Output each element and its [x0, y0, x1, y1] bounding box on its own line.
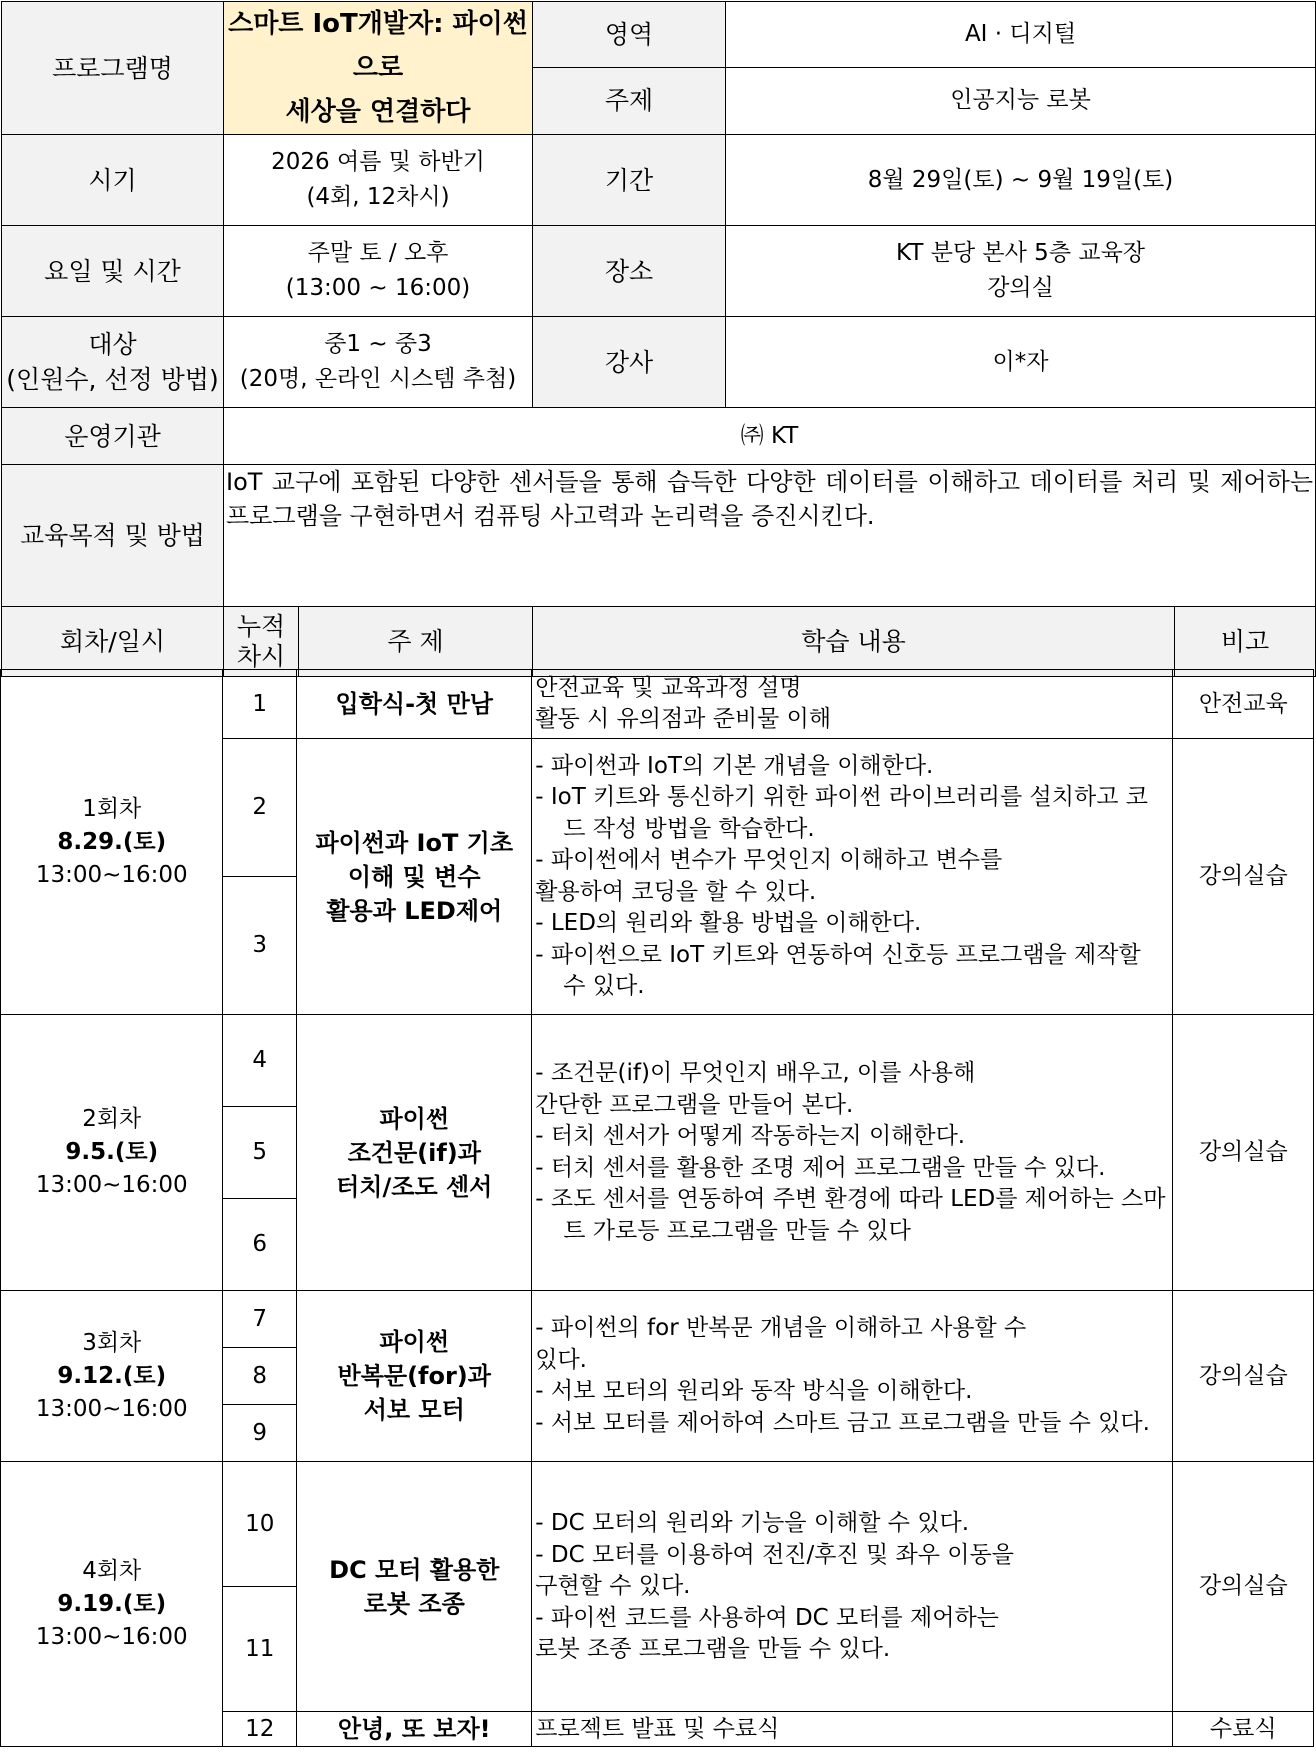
- content-line: 활동 시 유의점과 준비물 이해: [535, 706, 832, 733]
- period-number: [222, 1461, 297, 1587]
- subject-line: 파이썬과 IoT 기초: [315, 828, 514, 857]
- program-name-label: 프로그램명: [2, 2, 224, 135]
- subject-cell: [296, 1461, 532, 1712]
- target-line1: 중1 ~ 중3: [324, 331, 432, 357]
- content-line: 활용하여 코딩을 할 수 있다.: [535, 878, 817, 905]
- period-number-text: 11: [245, 1635, 275, 1662]
- period-number: [222, 1290, 297, 1348]
- area-label: 영역: [533, 2, 726, 68]
- program-title: [224, 2, 533, 135]
- period-line1: 2026 여름 및 하반기: [271, 149, 485, 175]
- period-number-text: 1: [252, 690, 268, 717]
- content-cell: [531, 738, 1173, 1015]
- operator-label: 운영기관: [2, 408, 224, 465]
- content-line: 안전교육 및 교육과정 설명: [535, 674, 802, 701]
- period-number: [222, 738, 297, 877]
- content-line: - LED의 원리와 활용 방법을 이해한다.: [535, 910, 922, 937]
- period-number-text: 7: [252, 1305, 268, 1332]
- note-text: 강의실습: [1198, 1573, 1288, 1600]
- session-date: 9.19.(토): [57, 1590, 167, 1617]
- program-title-line2: 세상을 연결하다: [285, 97, 471, 127]
- content-line: 간단한 프로그램을 만들어 본다.: [535, 1091, 854, 1118]
- topic-label: 주제: [533, 67, 726, 134]
- session-cell: [0, 1014, 223, 1291]
- session-date: 9.12.(토): [57, 1362, 167, 1389]
- target-line2: (20명, 온라인 시스템 추첨): [239, 366, 517, 392]
- session-time: 13:00~16:00: [35, 861, 188, 888]
- session-time: 13:00~16:00: [35, 1395, 188, 1422]
- subject-line: DC 모터 활용한: [329, 1555, 500, 1584]
- period-number-text: 12: [245, 1715, 275, 1742]
- program-title-line1: 스마트 IoT개발자: 파이썬으로: [228, 9, 528, 83]
- period-number-text: 10: [245, 1510, 275, 1537]
- subject-cell: [296, 1290, 532, 1462]
- content-line: 구현할 수 있다.: [535, 1573, 691, 1599]
- content-line: - 터치 센서가 어떻게 작동하는지 이해한다.: [535, 1123, 966, 1150]
- content-line: - 터치 센서를 활용한 조명 제어 프로그램을 만들 수 있다.: [535, 1154, 1106, 1181]
- period-number-text: 3: [252, 932, 268, 959]
- session-name: 3회차: [82, 1329, 142, 1356]
- period-number-text: 2: [252, 794, 268, 821]
- note-cell: [1172, 1290, 1314, 1462]
- note-text: 강의실습: [1198, 1139, 1288, 1166]
- header-cumulative: [224, 607, 299, 676]
- subject-line: 입학식-첫 만남: [335, 690, 493, 719]
- note-cell: [1172, 738, 1314, 1015]
- purpose-text: IoT 교구에 포함된 다양한 센서들을 통해 습득한 다양한 데이터를 이해하고 데이터를 처리 및 제어하는 프로그램을 구현하면서 컴퓨팅 사고력과 논리력을 증진시킨다.: [224, 465, 1316, 607]
- period-value: [224, 135, 533, 226]
- period-number: [222, 1404, 297, 1462]
- content-line: - 파이썬의 for 반복문 개념을 이해하고 사용할 수: [535, 1315, 1027, 1342]
- note-cell: [1172, 1014, 1314, 1291]
- venue-value: [726, 226, 1316, 317]
- duration-label: 기간: [533, 135, 726, 226]
- subject-cell: [296, 1014, 532, 1291]
- schedule-line1: 주말 토 / 오후: [307, 240, 449, 266]
- period-number: [222, 669, 297, 739]
- period-number-text: 4: [252, 1047, 268, 1074]
- subject-line: 안녕, 또 보자!: [337, 1715, 491, 1744]
- content-line: - 파이썬 코드를 사용하여 DC 모터를 제어하는: [535, 1604, 999, 1631]
- venue-line2: 강의실: [987, 275, 1054, 301]
- subject-line: 활용과 LED제어: [326, 896, 503, 925]
- header-cumulative-line2: 차시: [236, 641, 286, 671]
- subject-line: 이해 및 변수: [347, 862, 481, 891]
- header-note: 비고: [1175, 607, 1316, 677]
- session-name: 2회차: [82, 1106, 142, 1133]
- period-number: [222, 1347, 297, 1405]
- period-number: [222, 1106, 297, 1199]
- subject-line: 조건문(if)과: [347, 1138, 481, 1167]
- content-line: - 파이썬에서 변수가 무엇인지 이해하고 변수를: [535, 847, 1003, 874]
- period-number: [222, 1198, 297, 1291]
- period-number: [222, 876, 297, 1015]
- content-cell: [531, 1290, 1173, 1462]
- subject-line: 터치/조도 센서: [336, 1172, 493, 1201]
- session-time: 13:00~16:00: [35, 1623, 188, 1650]
- note-text: 강의실습: [1198, 863, 1288, 890]
- period-number: [222, 1711, 297, 1747]
- content-line: - 서보 모터의 원리와 동작 방식을 이해한다.: [535, 1378, 973, 1405]
- schedule-label: 요일 및 시간: [2, 226, 224, 317]
- content-line: 로봇 조종 프로그램을 만들 수 있다.: [535, 1636, 891, 1662]
- period-label: 시기: [2, 135, 224, 226]
- note-text: 수료식: [1209, 1715, 1277, 1742]
- area-value: AI · 디지털: [726, 2, 1316, 68]
- schedule-line2: (13:00 ~ 16:00): [285, 275, 471, 301]
- schedule-value: [224, 226, 533, 317]
- content-line: - 파이썬과 IoT의 기본 개념을 이해한다.: [535, 752, 934, 779]
- content-line: - 조건문(if)이 무엇인지 배우고, 이를 사용해: [535, 1060, 976, 1087]
- session-cell: [0, 1290, 223, 1462]
- note-cell: [1172, 669, 1314, 739]
- content-cell: [531, 1711, 1173, 1747]
- venue-line1: KT 분당 본사 5층 교육장: [896, 240, 1145, 266]
- note-cell: [1172, 1711, 1314, 1747]
- content-line: - 파이썬으로 IoT 키트와 연동하여 신호등 프로그램을 제작할 수 있다.: [535, 941, 1141, 1000]
- content-line: - DC 모터를 이용하여 전진/후진 및 좌우 이동을: [535, 1541, 1014, 1568]
- header-cumulative-line1: 누적: [236, 611, 286, 641]
- subject-line: 반복문(for)과: [337, 1362, 491, 1391]
- session-name: 1회차: [82, 795, 142, 822]
- purpose-label: 교육목적 및 방법: [2, 465, 224, 607]
- note-cell: [1172, 1461, 1314, 1712]
- session-cell: [0, 669, 223, 1015]
- target-label-line2: (인원수, 선정 방법): [6, 365, 219, 394]
- program-plan-table: [1, 1, 1316, 677]
- subject-line: 파이썬: [379, 1328, 450, 1357]
- content-line: - IoT 키트와 통신하기 위한 파이썬 라이브러리를 설치하고 코드 작성 방법을 학습한다.: [535, 784, 1148, 842]
- subject-line: 파이썬: [379, 1104, 450, 1133]
- target-label-line1: 대상: [88, 330, 137, 359]
- venue-label: 장소: [533, 226, 726, 317]
- header-cumulative-wrap: [224, 607, 533, 677]
- period-number: [222, 1586, 297, 1712]
- operator-value: ㈜ KT: [224, 408, 1316, 465]
- note-text: 강의실습: [1198, 1362, 1288, 1389]
- target-value: [224, 317, 533, 408]
- header-session: 회차/일시: [2, 607, 224, 677]
- period-line2: (4회, 12차시): [306, 184, 450, 210]
- topic-value: 인공지능 로봇: [726, 67, 1316, 134]
- subject-cell: [296, 1711, 532, 1747]
- subject-cell: [296, 669, 532, 739]
- subject-cell: [296, 738, 532, 1015]
- content-cell: [531, 1014, 1173, 1291]
- session-date: 9.5.(토): [65, 1139, 159, 1166]
- period-number-text: 6: [252, 1231, 268, 1258]
- content-cell: [531, 669, 1173, 739]
- period-number-text: 5: [252, 1139, 268, 1166]
- content-line: - 조도 센서를 연동하여 주변 환경에 따라 LED를 제어하는 스마트 가로등 프로그램을 만들 수 있다: [535, 1186, 1166, 1244]
- duration-value: 8월 29일(토) ~ 9월 19일(토): [726, 135, 1316, 226]
- content-cell: [531, 1461, 1173, 1712]
- header-subject: 주 제: [387, 627, 444, 656]
- content-line: 있다.: [535, 1346, 587, 1373]
- session-cell: [0, 1461, 223, 1747]
- period-number-text: 8: [252, 1362, 268, 1389]
- content-line: - DC 모터의 원리와 기능을 이해할 수 있다.: [535, 1510, 970, 1536]
- period-number-text: 9: [252, 1419, 268, 1446]
- note-text: 안전교육: [1198, 690, 1288, 717]
- header-content: 학습 내용: [533, 607, 1175, 677]
- subject-line: 서보 모터: [363, 1396, 465, 1425]
- period-number: [222, 1014, 297, 1107]
- session-time: 13:00~16:00: [35, 1172, 188, 1199]
- curriculum-body: [1, 670, 1315, 1752]
- subject-line: 로봇 조종: [363, 1589, 465, 1618]
- instructor-value: 이*자: [726, 317, 1316, 408]
- content-line: 프로젝트 발표 및 수료식: [535, 1716, 780, 1743]
- session-name: 4회차: [82, 1557, 142, 1584]
- instructor-label: 강사: [533, 317, 726, 408]
- content-line: - 서보 모터를 제어하여 스마트 금고 프로그램을 만들 수 있다.: [535, 1409, 1150, 1436]
- target-label: [2, 317, 224, 408]
- session-date: 8.29.(토): [57, 828, 167, 855]
